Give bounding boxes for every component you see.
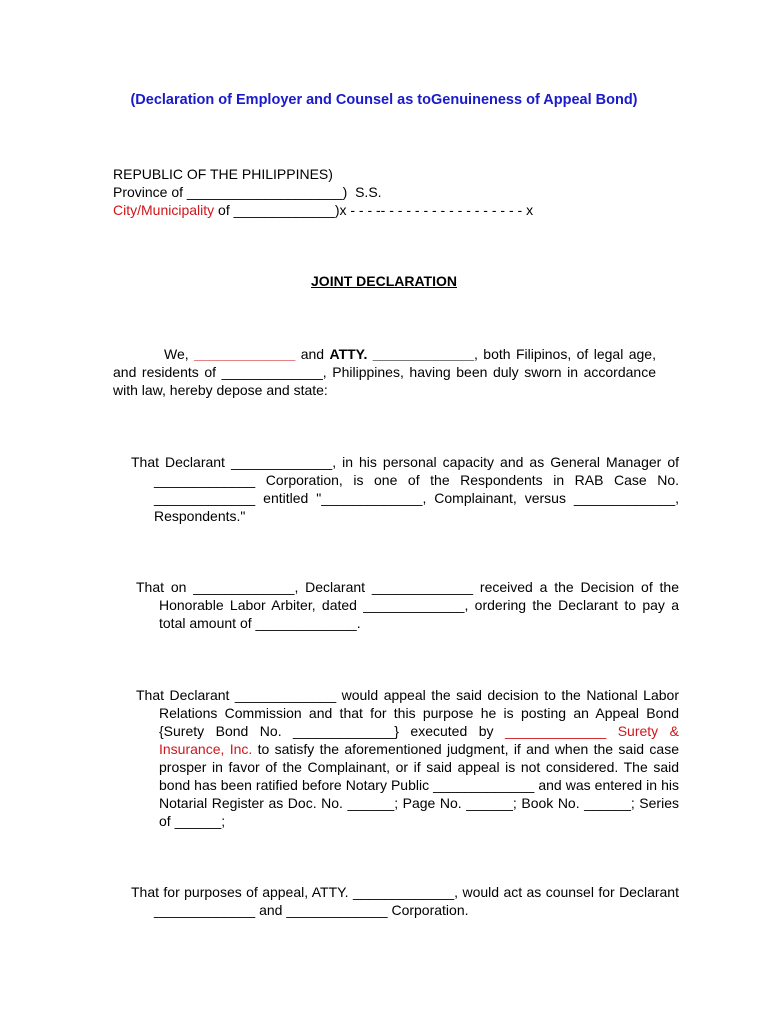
venue-republic-line: REPUBLIC OF THE PHILIPPINES) [113,166,333,182]
declarant-name-blank: _____________ [194,346,296,362]
clause-4: That for purposes of appeal, ATTY. _____________, would act as counsel for Declarant _____________ and _____________ Corporation. [131,884,679,918]
venue-province-line: Province of ____________________) S.S. [113,184,382,200]
intro-paragraph [113,345,656,399]
document-title: (Declaration of Employer and Counsel as toGenuineness of Appeal Bond) [130,92,638,108]
clause-3-text-2: to satisfy the aforementioned judgment, if and when the said case prosper in favor of the Complainant, or if said appeal is not considered. The said bond has been ratified before Notary Public _____________ and was entered in his Notarial Register as Doc. No. ______; Page No. ______; Book No. ______; Series of ______; [159,741,679,829]
atty-name-blank: ATTY. _____________ [329,346,474,362]
clause-2: That on _____________, Declarant _____________ received a the Decision of the Honorable Labor Arbiter, dated _____________, ordering the Declarant to pay a total amount of _____________. [136,579,679,631]
venue-city-line [113,201,533,219]
joint-declaration-heading: JOINT DECLARATION [311,273,457,289]
city-line-rest: of _____________)x - - - -- - - - - - - - - - - - - - - - - x [214,202,534,218]
clause-1: That Declarant _____________, in his personal capacity and as General Manager of _____________ Corporation, is one of the Respondents in RAB Case No. _____________ entitled "_____________, Complainant, versus _____________, Respondents." [131,454,679,524]
clause-3-text-1: That Declarant _____________ would appeal the said decision to the National Labor Relations Commission and that for this purpose he is posting an Appeal Bond {Surety Bond No. _____________} executed by [136,687,679,739]
venue-block [113,165,533,219]
intro-text-3: , both Filipinos, of legal age, and residents of _____________, Philippines, having been duly sworn in accordance with law, hereby depose and state: [113,346,656,398]
intro-text-1: We, [164,346,195,362]
city-municipality-label: City/Municipality [113,202,215,218]
intro-text-2: and [295,346,330,362]
clause-3 [136,686,679,830]
surety-company: _____________ Surety & Insurance, Inc. [159,723,679,757]
